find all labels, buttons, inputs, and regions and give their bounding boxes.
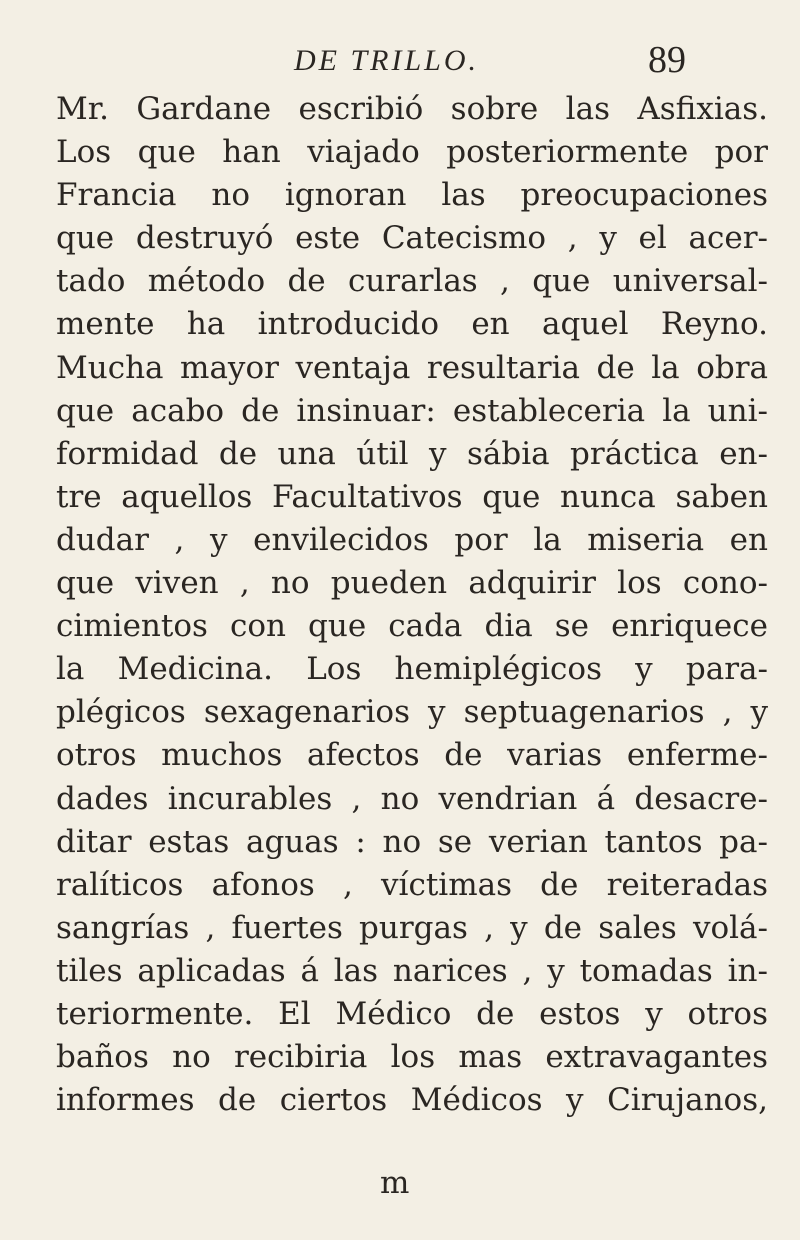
text-line: Mr. Gardane escribió sobre las Asfixias. (56, 91, 768, 127)
text-line: ralíticos afonos , víctimas de reiteradas (56, 866, 768, 903)
text-line: que acabo de insinuar: estableceria la uni- (56, 392, 768, 429)
text-line: informes de ciertos Médicos y Cirujanos, (56, 1082, 768, 1119)
text-line: tado método de curarlas , que universal- (56, 263, 768, 300)
running-title: DE TRILLO. (294, 44, 480, 77)
text-line: baños no recibiria los mas extravagantes (56, 1039, 768, 1076)
text-line: mente ha introducido en aquel Reyno. (56, 306, 768, 343)
text-line: dudar , y envilecidos por la miseria en (56, 521, 768, 558)
text-line: tiles aplicadas á las narices , y tomadas in- (56, 952, 768, 989)
text-line: que viven , no pueden adquirir los cono- (56, 565, 768, 602)
running-head (0, 38, 800, 84)
text-line: ditar estas aguas : no se verian tantos pa- (56, 823, 768, 860)
catchword: m (380, 1165, 410, 1201)
text-line: teriormente. El Médico de estos y otros (56, 995, 768, 1032)
text-line: la Medicina. Los hemiplégicos y para- (56, 651, 768, 688)
text-line: formidad de una útil y sábia práctica en- (56, 435, 768, 472)
text-line: Los que han viajado posteriormente por (56, 134, 768, 171)
text-line: cimientos con que cada dia se enriquece (56, 608, 768, 645)
text-line: sangrías , fuertes purgas , y de sales volá- (56, 909, 768, 946)
text-line: otros muchos afectos de varias enferme- (56, 737, 768, 774)
page-number: 89 (648, 39, 686, 81)
text-line: dades incurables , no vendrian á desacre- (56, 780, 768, 817)
text-line: que destruyó este Catecismo , y el acer- (56, 220, 768, 257)
text-line: Mucha mayor ventaja resultaria de la obra (56, 349, 768, 386)
text-line: tre aquellos Facultativos que nunca saben (56, 478, 768, 515)
text-line: plégicos sexagenarios y septuagenarios , y (56, 694, 768, 731)
body-text (56, 88, 768, 1122)
text-line: Francia no ignoran las preocupaciones (56, 177, 768, 214)
